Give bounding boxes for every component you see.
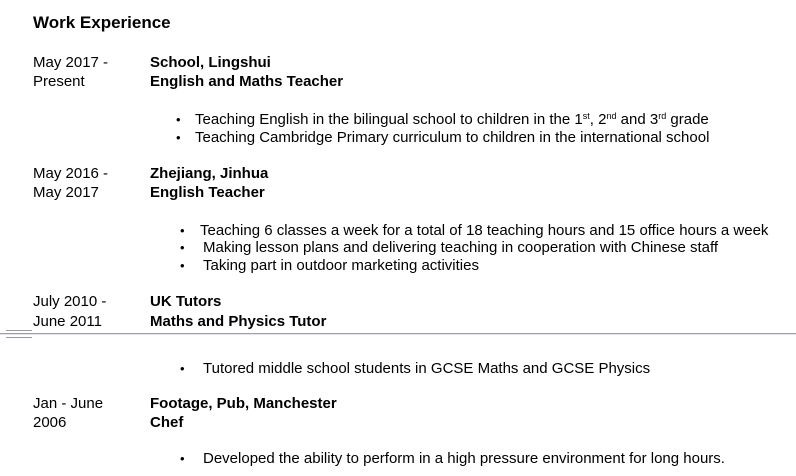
job-date-line: 2006 bbox=[33, 414, 67, 431]
bullet-text: Making lesson plans and delivering teaching in cooperation with Chinese staff bbox=[203, 239, 719, 256]
page-break-handle[interactable] bbox=[6, 330, 32, 338]
bullet-text-part: Teaching English in the bilingual school to children in the 1 bbox=[195, 111, 583, 128]
bullet-icon: • bbox=[180, 451, 185, 466]
bullet-icon: • bbox=[180, 258, 185, 273]
job-role: English Teacher bbox=[150, 184, 265, 201]
bullet-text: Teaching Cambridge Primary curriculum to children in the international school bbox=[195, 129, 710, 146]
job-date-line: Present bbox=[33, 73, 85, 90]
job-employer: School, Lingshui bbox=[150, 54, 271, 71]
job-employer: Footage, Pub, Manchester bbox=[150, 395, 337, 412]
bullet-icon: • bbox=[180, 361, 185, 376]
ordinal-suffix: rd bbox=[658, 111, 667, 121]
bullet-text bbox=[195, 110, 709, 129]
job-role: Maths and Physics Tutor bbox=[150, 313, 327, 330]
bullet-text-part: , 2 bbox=[589, 111, 607, 128]
job-employer: Zhejiang, Jinhua bbox=[150, 165, 269, 182]
bullet-text-part: grade bbox=[666, 111, 709, 128]
bullet-icon: • bbox=[176, 130, 181, 145]
bullet-text: Taking part in outdoor marketing activities bbox=[203, 257, 479, 274]
bullet-text: Developed the ability to perform in a high pressure environment for long hours. bbox=[203, 450, 725, 467]
job-employer: UK Tutors bbox=[150, 293, 222, 310]
section-heading: Work Experience bbox=[33, 13, 171, 32]
bullet-text: Teaching 6 classes a week for a total of 18 teaching hours and 15 office hours a week bbox=[200, 222, 769, 239]
bullet-text: Tutored middle school students in GCSE Maths and GCSE Physics bbox=[203, 360, 651, 377]
job-date-line: May 2017 - bbox=[33, 54, 109, 71]
job-date-line: June 2011 bbox=[33, 313, 102, 330]
bullet-icon: • bbox=[180, 223, 185, 238]
job-date-line: July 2010 - bbox=[33, 293, 107, 310]
job-role: Chef bbox=[150, 414, 184, 431]
bullet-icon: • bbox=[180, 240, 185, 255]
job-date-line: May 2017 bbox=[33, 184, 99, 201]
ordinal-suffix: nd bbox=[606, 111, 617, 121]
page-break-shadow bbox=[0, 334, 796, 335]
ordinal-suffix: st bbox=[582, 111, 590, 121]
bullet-icon: • bbox=[176, 112, 181, 127]
bullet-text-part: and 3 bbox=[616, 111, 659, 128]
job-date-line: May 2016 - bbox=[33, 165, 109, 182]
job-role: English and Maths Teacher bbox=[150, 73, 344, 90]
job-date-line: Jan - June bbox=[33, 395, 104, 412]
